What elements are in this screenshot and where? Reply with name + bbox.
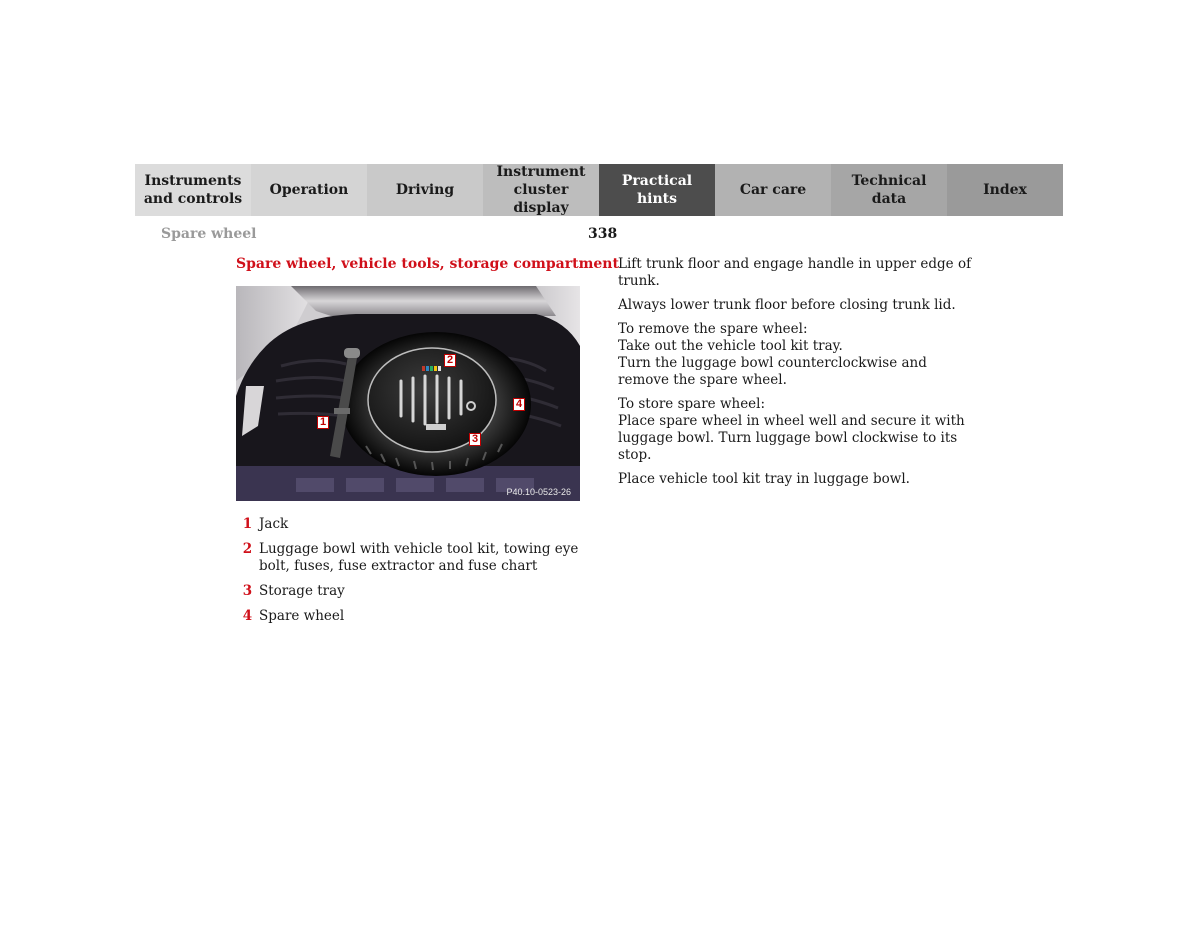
instruction-paragraph: Always lower trunk floor before closing trunk lid. bbox=[618, 297, 956, 313]
legend-number: 2 bbox=[242, 541, 253, 557]
callout-1-marker: 1 bbox=[317, 416, 329, 429]
legend-number: 3 bbox=[242, 583, 253, 599]
legend-item bbox=[236, 608, 596, 625]
trunk-illustration-art bbox=[236, 286, 580, 501]
instruction-paragraph: To store spare wheel: Place spare wheel in wheel well and secure it with luggage bowl. Turn luggage bowl clockwise to its stop. bbox=[618, 396, 965, 463]
legend-item bbox=[236, 541, 596, 575]
tab-index[interactable]: Index bbox=[947, 164, 1063, 216]
chapter-tab-bar bbox=[135, 164, 1065, 216]
tab-driving[interactable]: Driving bbox=[367, 164, 483, 216]
illustration-legend bbox=[236, 516, 596, 633]
callout-3-marker: 3 bbox=[469, 433, 481, 446]
tab-technical-data[interactable]: Technical data bbox=[831, 164, 947, 216]
callout-2-marker: 2 bbox=[444, 354, 456, 367]
tab-instrument-cluster-display[interactable]: Instrument cluster display bbox=[483, 164, 599, 216]
figure-code: P40.10-0523-26 bbox=[506, 487, 571, 497]
legend-text: Spare wheel bbox=[259, 608, 345, 624]
legend-number: 1 bbox=[242, 516, 253, 532]
instruction-paragraph: Lift trunk floor and engage handle in upper edge of trunk. bbox=[618, 256, 972, 289]
tab-instruments-and-controls[interactable]: Instruments and controls bbox=[135, 164, 251, 216]
legend-number: 4 bbox=[242, 608, 253, 624]
legend-text: Luggage bowl with vehicle tool kit, towing eye bolt, fuses, fuse extractor and fuse chart bbox=[259, 541, 579, 574]
trunk-spare-wheel-illustration bbox=[236, 286, 580, 501]
section-heading: Spare wheel, vehicle tools, storage compartment bbox=[236, 256, 619, 272]
tab-practical-hints[interactable]: Practical hints bbox=[599, 164, 715, 216]
instruction-paragraph: Place vehicle tool kit tray in luggage bowl. bbox=[618, 471, 910, 487]
instructions-column bbox=[618, 256, 978, 495]
legend-item bbox=[236, 583, 596, 600]
page-number: 338 bbox=[588, 226, 618, 242]
instruction-paragraph: To remove the spare wheel: Take out the vehicle tool kit tray. Turn the luggage bowl counterclockwise and remove the spare wheel. bbox=[618, 321, 927, 388]
legend-item bbox=[236, 516, 596, 533]
tab-car-care[interactable]: Car care bbox=[715, 164, 831, 216]
callout-4-marker: 4 bbox=[513, 398, 525, 411]
tab-operation[interactable]: Operation bbox=[251, 164, 367, 216]
section-title: Spare wheel bbox=[161, 226, 257, 242]
legend-text: Storage tray bbox=[259, 583, 345, 599]
legend-text: Jack bbox=[259, 516, 289, 532]
